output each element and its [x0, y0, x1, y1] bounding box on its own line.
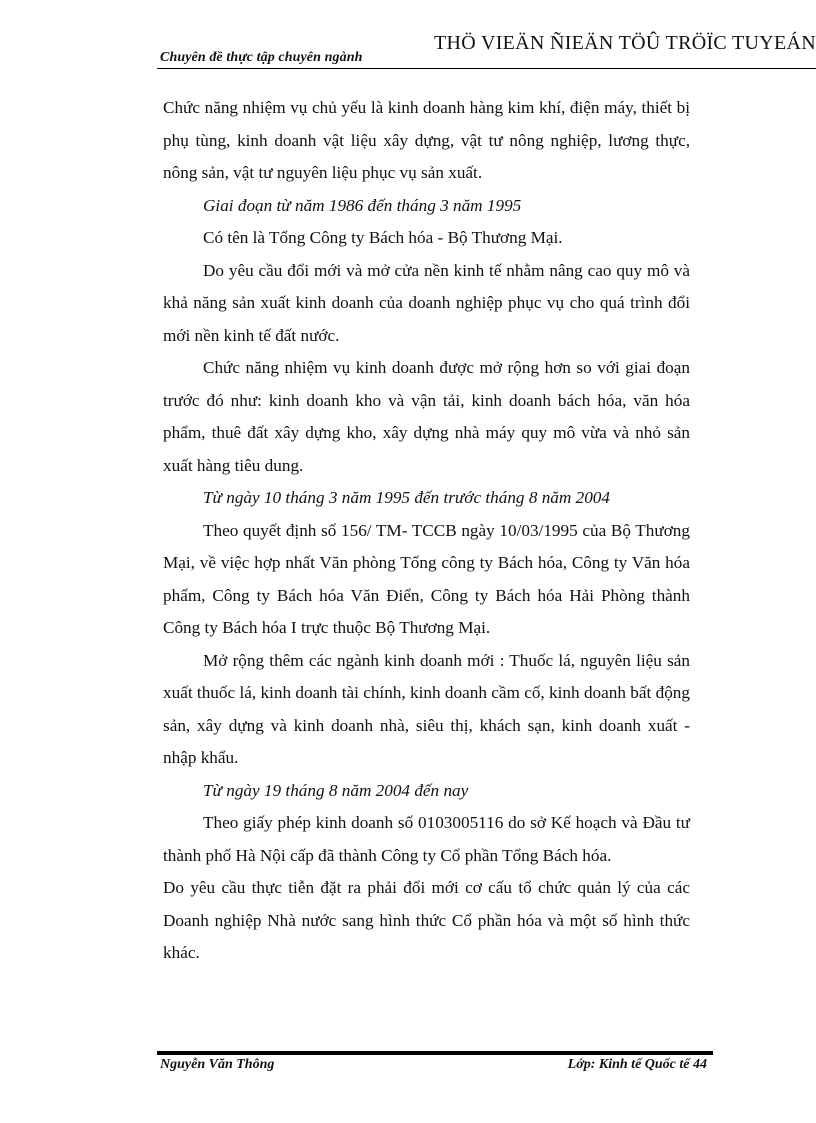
section-heading-2004-present: Từ ngày 19 tháng 8 năm 2004 đến nay	[203, 780, 469, 800]
paragraph-expanded-functions: Chức năng nhiệm vụ kinh doanh được mở rộng hơn so với giai đoạn trước đó như: kinh doanh kho và vận tải, kinh doanh bách hóa, văn hóa phẩm, thuê đất xây dựng kho, xây dựng nhà máy quy mô vừa và nhỏ sản xuất hàng tiêu dung.	[163, 358, 690, 475]
paragraph-renovation: Do yêu cầu đổi mới và mở cửa nền kinh tế nhằm nâng cao quy mô và khả năng sản xuất kinh doanh của doanh nghiệp phục vụ cho quá trình đổi mới nền kinh tế đất nước.	[163, 260, 690, 345]
document-body	[163, 92, 690, 970]
header-library-title: THÖ VIEÄN ÑIEÄN TÖÛ TRÖÏC TUYEÁN	[434, 32, 816, 54]
paragraph-functions-intro: Chức năng nhiệm vụ chủ yếu là kinh doanh hàng kim khí, điện máy, thiết bị phụ tùng, kinh doanh vật liệu xây dựng, vật tư nông nghiệp, lương thực, nông sản, vật tư nguyên liệu phục vụ sản xuất.	[163, 98, 690, 182]
section-heading-1986-1995: Giai đoạn từ năm 1986 đến tháng 3 năm 1995	[203, 195, 522, 215]
header-rule	[157, 68, 816, 69]
paragraph-company-name: Có tên là Tổng Công ty Bách hóa - Bộ Thương Mại.	[203, 228, 563, 247]
paragraph-new-business-lines: Mở rộng thêm các ngành kinh doanh mới : Thuốc lá, nguyên liệu sản xuất thuốc lá, kinh doanh tài chính, kinh doanh cầm cố, kinh doanh bất động sản, xây dựng và kinh doanh nhà, siêu thị, khách sạn, kinh doanh xuất - nhập khẩu.	[163, 650, 690, 767]
header-subject: Chuyên đề thực tập chuyên ngành	[160, 50, 363, 65]
paragraph-merger-decision: Theo quyết định số 156/ TM- TCCB ngày 10/03/1995 của Bộ Thương Mại, về việc hợp nhất Văn phòng Tổng công ty Bách hóa, Công ty Văn hóa phẩm, Công ty Bách hóa Văn Điển, Công ty Bách hóa Hải Phòng thành Công ty Bách hóa I trực thuộc Bộ Thương Mại.	[163, 520, 690, 637]
paragraph-business-license: Theo giấy phép kinh doanh số 0103005116 do sở Kế hoạch và Đầu tư thành phố Hà Nội cấp đã thành Công ty Cổ phần Tổng Bách hóa.	[163, 813, 690, 865]
footer-author: Nguyễn Văn Thông	[160, 1057, 275, 1072]
footer-rule	[157, 1051, 713, 1055]
paragraph-equitization: Do yêu cầu thực tiễn đặt ra phải đổi mới cơ cấu tổ chức quản lý của các Doanh nghiệp Nhà nước sang hình thức Cổ phần hóa và một số hình thức khác.	[163, 878, 690, 962]
footer-class: Lớp: Kinh tế Quốc tế 44	[567, 1057, 707, 1072]
section-heading-1995-2004: Từ ngày 10 tháng 3 năm 1995 đến trước tháng 8 năm 2004	[203, 488, 610, 507]
